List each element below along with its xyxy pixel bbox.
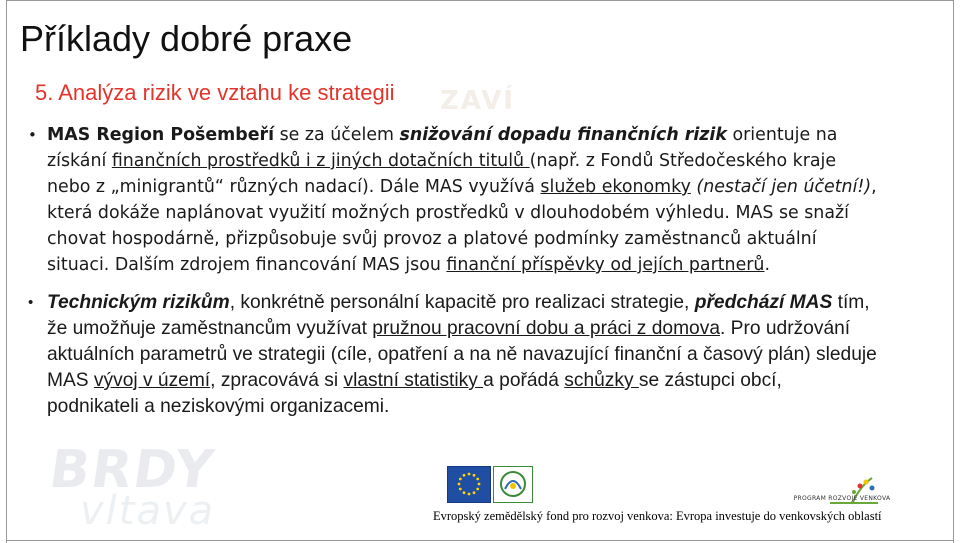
text-run: . Pro udržování aktuálních parametrů ve strategii (cíle, opatření a na ně navazující finanční a časový plán) sleduje MAS bbox=[47, 318, 877, 391]
text-run: . bbox=[764, 255, 770, 275]
text-run: , konkrétně personální kapacitě pro realizaci strategie, bbox=[229, 292, 695, 313]
footer-eafrd-text: Evropský zemědělský fond pro rozvoj venkova: Evropa investuje do venkovských oblastí bbox=[433, 509, 882, 523]
text-run: , zpracovává si bbox=[210, 370, 344, 391]
bullet-item-technical-risks bbox=[28, 290, 878, 420]
watermark-top: ZAVÍ bbox=[440, 86, 516, 116]
slide-subtitle: 5. Analýza rizik ve vztahu ke strategii bbox=[35, 80, 395, 105]
leader-emblem-icon bbox=[494, 467, 532, 502]
bullet-list bbox=[28, 122, 878, 420]
text-run: MAS Region Pošembeří bbox=[47, 125, 275, 145]
slide-title: Příklady dobré praxe bbox=[20, 18, 353, 59]
text-run: orientuje na získání bbox=[47, 125, 838, 171]
text-run: služeb ekonomky bbox=[540, 177, 691, 197]
text-run: snižování dopadu finančních rizik bbox=[399, 125, 727, 145]
text-run: pružnou pracovní dobu a práci z domova bbox=[372, 318, 720, 339]
text-run: finanční příspěvky od jejích partnerů bbox=[446, 255, 765, 275]
text-run: vlastní statistiky bbox=[343, 370, 484, 391]
text-run: , která dokáže naplánovat využití možných prostředků v dlouhodobém výhledu. MAS se snaží chovat hospodárně, přizpůsobuje svůj provoz a platové podmínky zaměstnanců aktuální situaci. Dalším zdrojem financování MAS jsou bbox=[47, 177, 877, 275]
text-run: schůzky bbox=[564, 370, 639, 391]
text-run: finančních prostředků i z jiných dotačních titulů bbox=[111, 151, 530, 171]
slide-border-bottom bbox=[6, 540, 954, 541]
text-run: předchází MAS bbox=[694, 292, 833, 313]
watermark-brdy: BRDY bbox=[45, 440, 219, 500]
leader-logo-icon bbox=[493, 466, 533, 503]
text-run: se za účelem bbox=[274, 125, 400, 145]
bullet-dot-icon: • bbox=[28, 126, 37, 144]
text-run: vývoj v území bbox=[93, 370, 211, 391]
text-run: Technickým rizikům bbox=[47, 292, 230, 313]
slide-border-left bbox=[6, 0, 7, 543]
text-run: se zástupci obcí, podnikateli a neziskovými organizacemi. bbox=[47, 370, 782, 417]
eu-flag-icon bbox=[447, 466, 491, 503]
text-run: (nestačí jen účetní!) bbox=[696, 177, 872, 197]
bullet-item-financial-risks bbox=[28, 122, 878, 278]
bullet-dot-icon: • bbox=[28, 294, 34, 311]
text-run: a pořádá bbox=[483, 370, 565, 391]
watermark-vltava: vltava bbox=[80, 488, 216, 534]
program-rozvoje-venkova-label: PROGRAM ROZVOJE VENKOVA bbox=[793, 495, 891, 502]
slide-border-right bbox=[953, 0, 954, 543]
text-run: tím, že umožňuje zaměstnancům využívat bbox=[47, 292, 870, 339]
slide-border-top bbox=[6, 0, 954, 1]
eu-stars-icon bbox=[448, 467, 490, 502]
text-run: (např. z Fondů Středočeského kraje nebo z „minigrantů“ různých nadací). Dále MAS využívá bbox=[47, 151, 837, 197]
